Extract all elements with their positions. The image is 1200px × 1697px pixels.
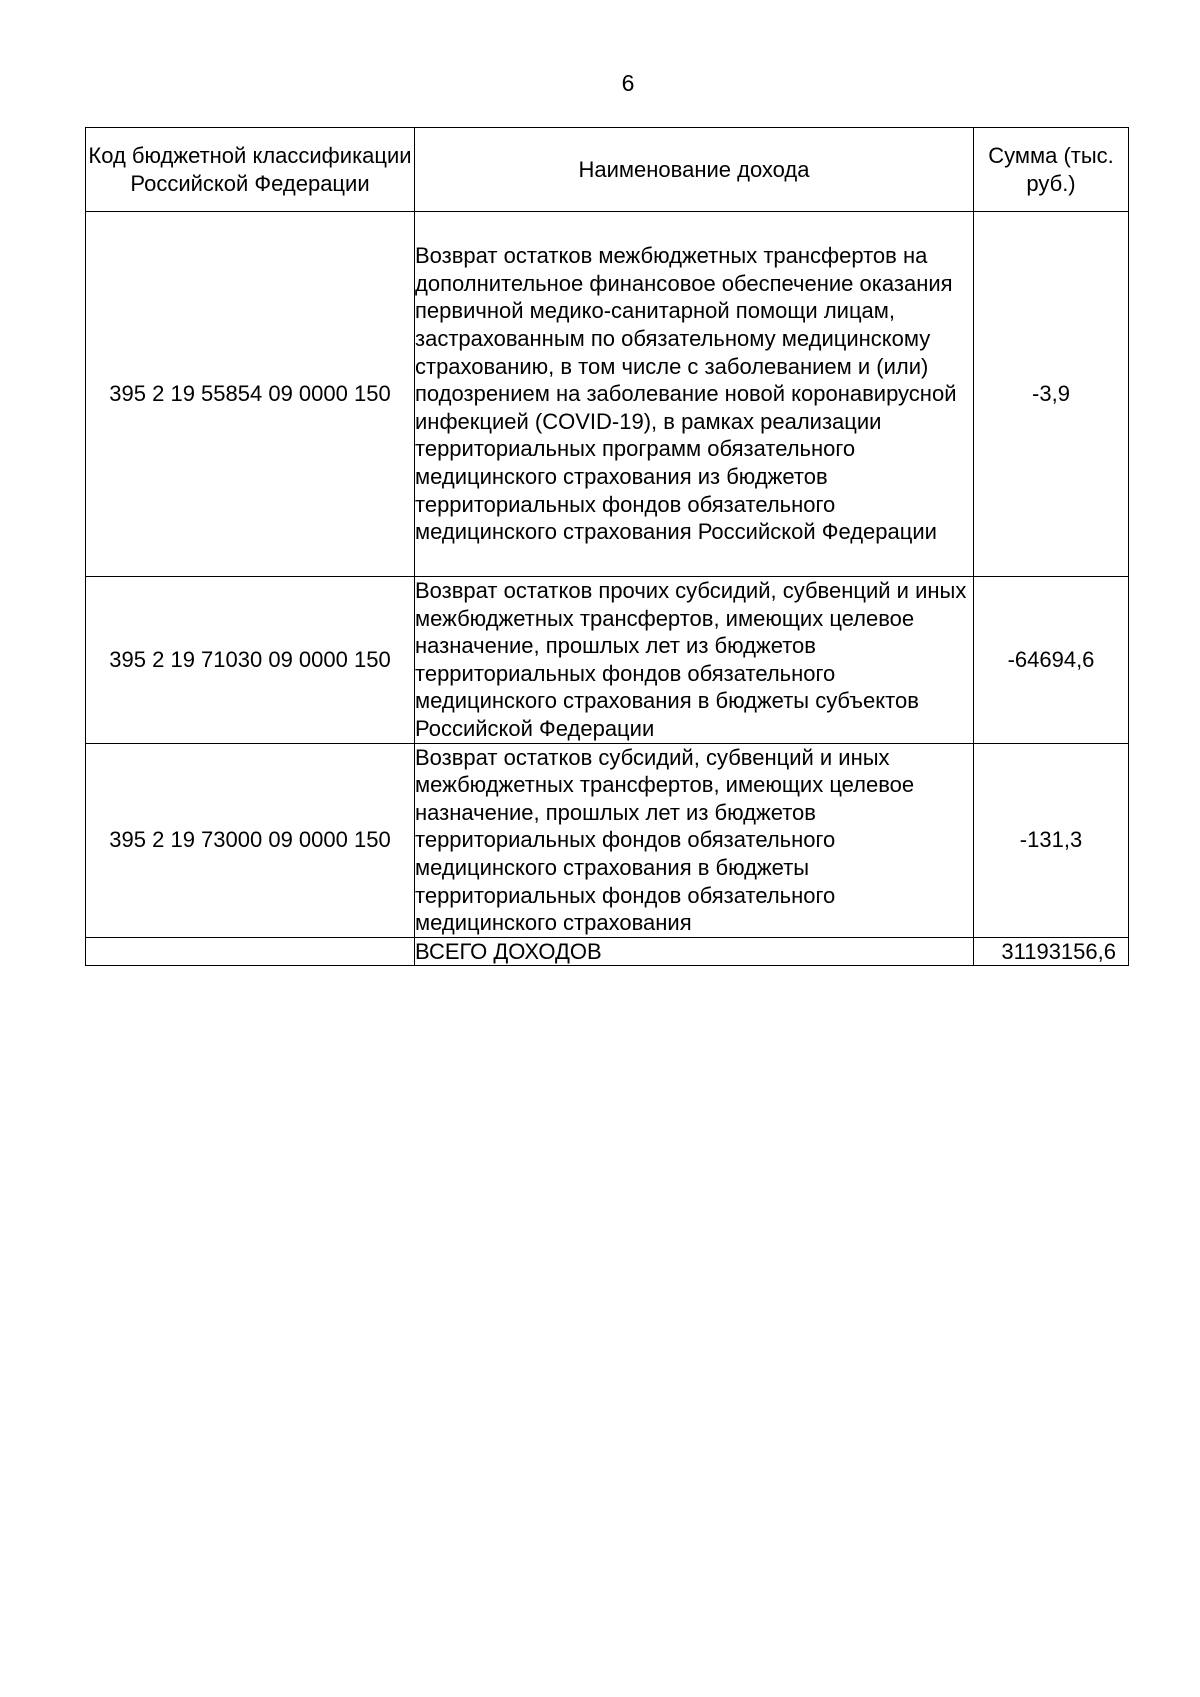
total-code bbox=[86, 937, 415, 966]
table-header-row bbox=[86, 128, 1129, 212]
header-sum: Сумма (тыс. руб.) bbox=[974, 128, 1129, 212]
row-code: 395 2 19 71030 09 0000 150 bbox=[86, 577, 415, 744]
row-code: 395 2 19 73000 09 0000 150 bbox=[86, 743, 415, 937]
page-number: 6 bbox=[621, 70, 635, 96]
row-name: Возврат остатков прочих субсидий, субвенций и иных межбюджетных трансфертов, имеющих целевое назначение, прошлых лет из бюджетов территориальных фондов обязательного медицинского страхования в бюджеты субъектов Российской Федерации bbox=[415, 577, 974, 744]
row-name: Возврат остатков субсидий, субвенций и иных межбюджетных трансфертов, имеющих целевое назначение, прошлых лет из бюджетов территориальных фондов обязательного медицинского страхования в бюджеты территориальных фондов обязательного медицинского страхования bbox=[415, 743, 974, 937]
row-name: Возврат остатков межбюджетных трансфертов на дополнительное финансовое обеспечение оказания первичной медико-санитарной помощи лицам, застрахованным по обязательному медицинскому страхованию, в том числе с заболеванием и (или) подозрением на заболевание новой коронавирусной инфекцией (COVID-19), в рамках реализации территориальных программ обязательного медицинского страхования из бюджетов территориальных фондов обязательного медицинского страхования Российской Федерации bbox=[415, 212, 974, 577]
income-table bbox=[85, 127, 1129, 966]
row-sum: -3,9 bbox=[974, 212, 1129, 577]
row-sum: -131,3 bbox=[974, 743, 1129, 937]
total-label: ВСЕГО ДОХОДОВ bbox=[415, 937, 974, 966]
header-name: Наименование дохода bbox=[415, 128, 974, 212]
table-row bbox=[86, 743, 1129, 937]
header-code: Код бюджетной классификации Российской Федерации bbox=[86, 128, 415, 212]
row-sum: -64694,6 bbox=[974, 577, 1129, 744]
table-row bbox=[86, 577, 1129, 744]
total-sum: 31193156,6 bbox=[974, 937, 1129, 966]
table-row bbox=[86, 212, 1129, 577]
row-code: 395 2 19 55854 09 0000 150 bbox=[86, 212, 415, 577]
total-row bbox=[86, 937, 1129, 966]
